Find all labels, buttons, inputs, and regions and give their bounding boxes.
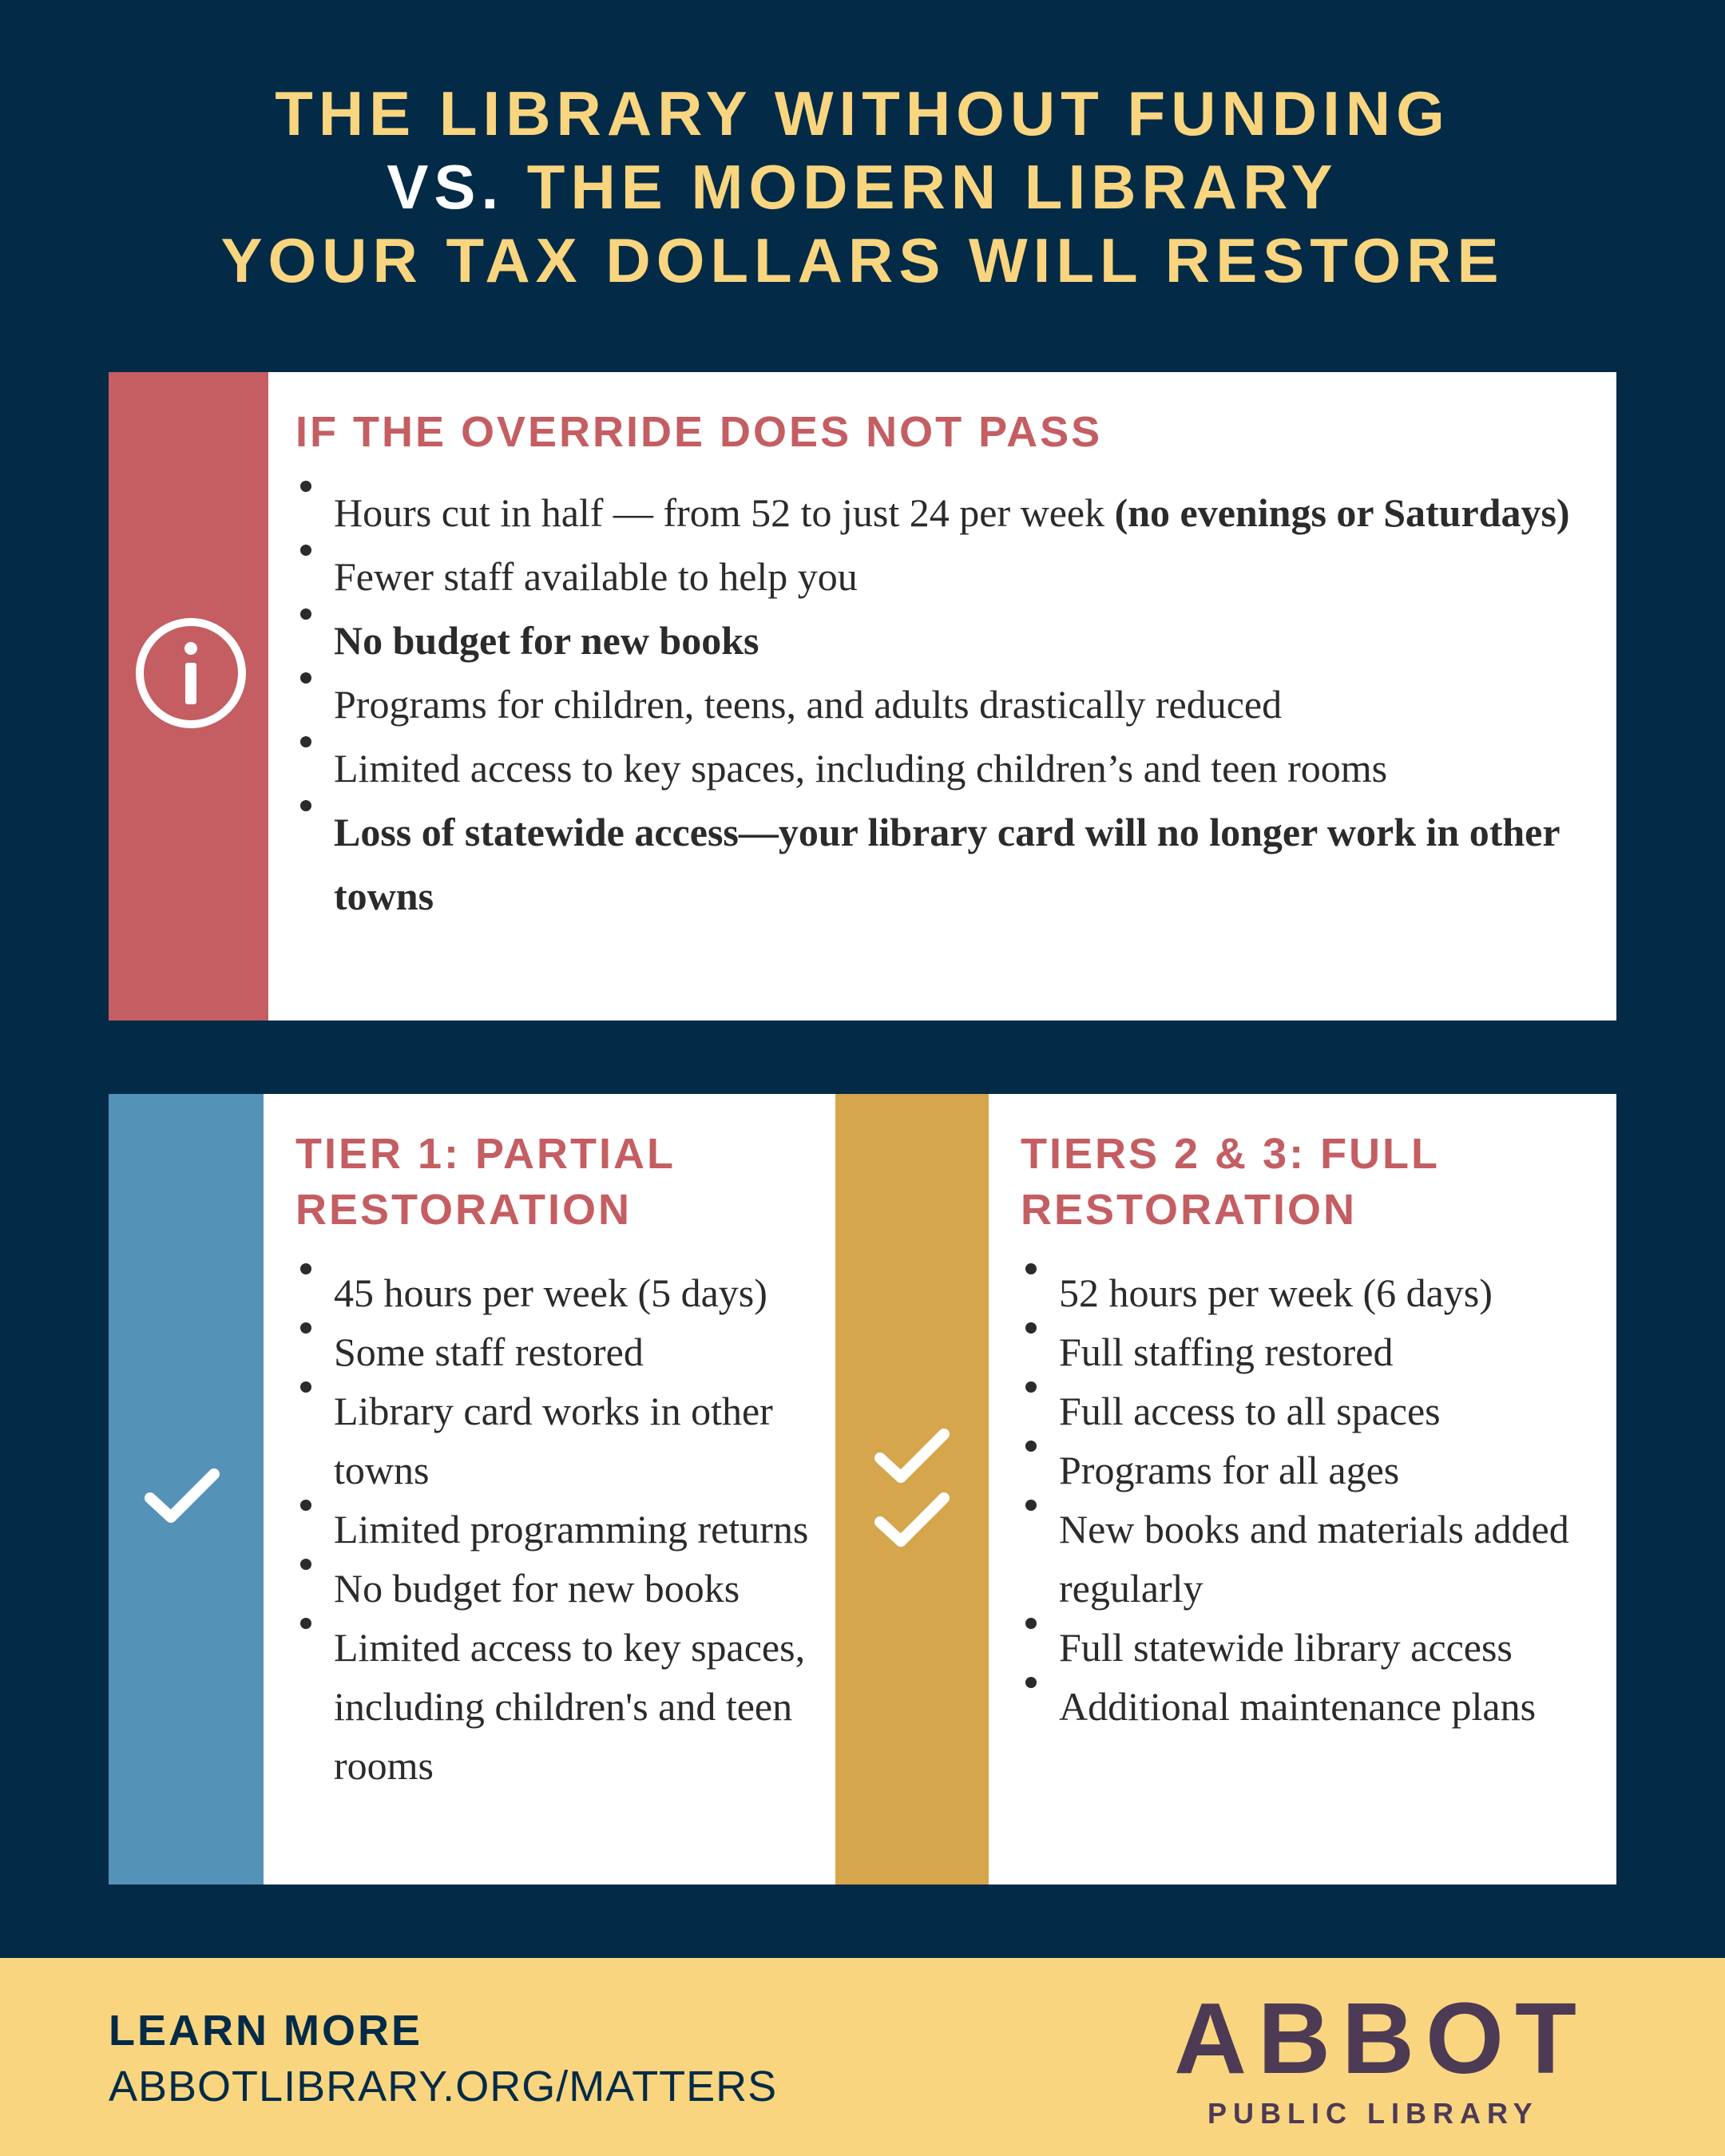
list-item: No budget for new books [295,608,1589,672]
tier23-list [1021,1263,1596,1736]
list-item: New books and materials added regularly [1021,1500,1596,1618]
library-logo: ABBOT [1174,1982,1588,2095]
tier23-panel [835,1094,1616,1885]
list-item: 45 hours per week (5 days) [295,1263,823,1322]
title-line-2-text: THE MODERN LIBRARY [504,152,1338,222]
double-check-icon [872,1423,952,1559]
footer [0,1958,1725,2156]
check-icon [142,1464,222,1528]
info-icon [133,615,249,731]
title-line-3: YOUR TAX DOLLARS WILL RESTORE [220,225,1505,295]
library-logo-subtitle: PUBLIC LIBRARY [1208,2097,1539,2130]
list-item: Full access to all spaces [1021,1381,1596,1441]
list-item-text: Hours cut in half — from 52 to just 24 per week [334,490,1115,535]
tier1-panel [109,1094,835,1885]
no-pass-list [295,481,1589,928]
page-title [0,77,1725,297]
learn-more-link[interactable]: ABBOTLIBRARY.ORG/MATTERS [109,2063,778,2110]
list-item: Programs for children, teens, and adults drastically reduced [295,672,1589,736]
list-item-bold-text: (no evenings or Saturdays) [1114,490,1570,535]
tier1-heading: TIER 1: PARTIAL RESTORATION [295,1130,676,1234]
list-item: Limited access to key spaces, including children’s and teen rooms [295,736,1589,800]
list-item: Limited programming returns [295,1500,823,1559]
list-item [295,481,1589,545]
list-item: Full statewide library access [1021,1618,1596,1677]
list-item: Limited access to key spaces, including children's and teen rooms [295,1618,823,1795]
list-item: 52 hours per week (6 days) [1021,1263,1596,1322]
list-item: Fewer staff available to help you [295,545,1589,608]
no-pass-heading: IF THE OVERRIDE DOES NOT PASS [295,408,1103,456]
tier1-list [295,1263,823,1795]
list-item: Programs for all ages [1021,1441,1596,1500]
title-line-1: THE LIBRARY WITHOUT FUNDING [275,78,1450,149]
list-item: No budget for new books [295,1559,823,1618]
list-item: Some staff restored [295,1322,823,1381]
tier23-heading: TIERS 2 & 3: FULL RESTORATION [1021,1130,1440,1234]
list-item: Loss of statewide access—your library card will no longer work in other towns [295,800,1589,928]
no-pass-panel [109,372,1616,1021]
list-item: Additional maintenance plans [1021,1677,1596,1736]
title-vs: VS. [387,152,505,222]
learn-more-label: LEARN MORE [109,2007,422,2055]
list-item: Library card works in other towns [295,1381,823,1500]
list-item: Full staffing restored [1021,1322,1596,1381]
title-line-2 [0,150,1725,224]
